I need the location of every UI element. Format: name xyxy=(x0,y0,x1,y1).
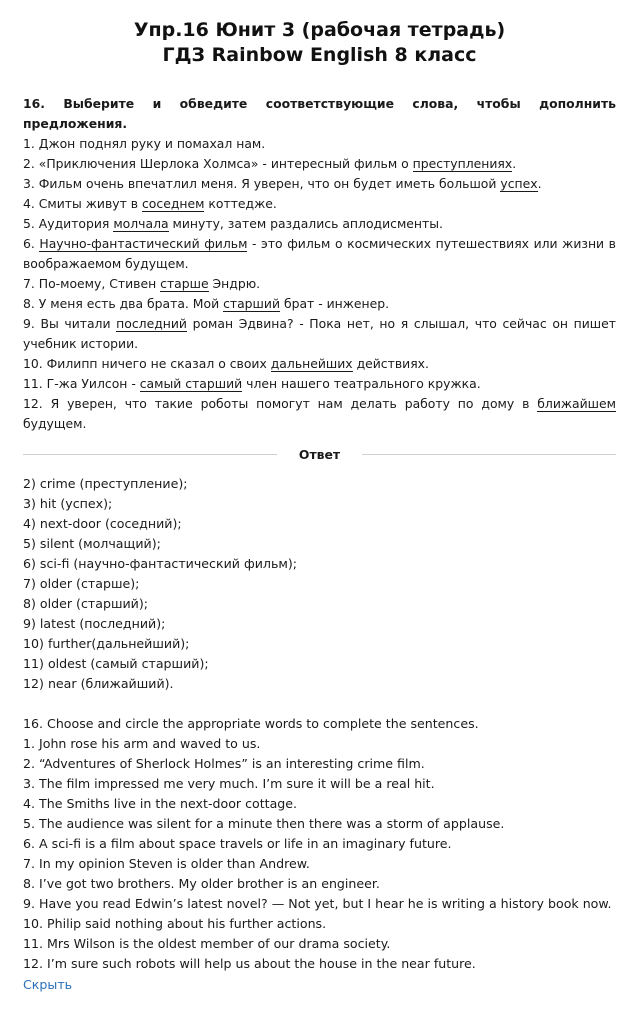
answer-item: 6) sci-fi (научно-фантастический фильм); xyxy=(23,556,298,571)
english-line: 9. Have you read Edwin’s latest novel? — Not yet, but I hear he is writing a history book now. xyxy=(23,896,612,911)
underlined-word: дальнейших xyxy=(270,356,353,371)
answer-item: 2) crime (преступление); xyxy=(23,476,188,491)
task-sentence xyxy=(23,294,616,314)
underlined-word: Научно-фантастический фильм xyxy=(39,236,248,251)
answer-item: 9) latest (последний); xyxy=(23,616,166,631)
english-line: 1. John rose his arm and waved to us. xyxy=(23,736,261,751)
sentence-text: 10. Филипп ничего не сказал о своих xyxy=(23,356,271,371)
answer-item: 5) silent (молчащий); xyxy=(23,536,161,551)
sentence-text: 3. Фильм очень впечатлил меня. Я уверен, что он будет иметь большой xyxy=(23,176,501,191)
answer-item: 8) older (старший); xyxy=(23,596,148,611)
task-heading: 16. Выберите и обведите соответствующие слова, чтобы дополнить предложения. xyxy=(23,96,616,131)
sentence-text: брат - инженер. xyxy=(280,296,390,311)
answer-item: 11) oldest (самый старший); xyxy=(23,656,209,671)
sentence-text: 11. Г-жа Уилсон - xyxy=(23,376,140,391)
english-line: 4. The Smiths live in the next-door cottage. xyxy=(23,796,298,811)
task-sentence xyxy=(23,154,616,174)
task-sentence xyxy=(23,274,616,294)
title-line-2: ГДЗ Rainbow English 8 класс xyxy=(162,44,477,66)
task-block xyxy=(23,94,616,434)
sentence-text: 4. Смиты живут в xyxy=(23,196,142,211)
sentence-text: . xyxy=(537,176,542,191)
answer-item: 10) further(дальнейший); xyxy=(23,636,190,651)
sentence-text: Эндрю. xyxy=(208,276,261,291)
task-sentence xyxy=(23,394,616,434)
task-sentence xyxy=(23,314,616,354)
answer-item: 12) near (ближайший). xyxy=(23,676,174,691)
title-line-1: Упр.16 Юнит 3 (рабочая тетрадь) xyxy=(133,19,506,41)
underlined-word: успех xyxy=(500,176,538,191)
underlined-word: самый старший xyxy=(139,376,243,391)
underlined-word: молчала xyxy=(113,216,169,231)
sentence-text: 12. Я уверен, что такие роботы помогут нам делать работу по дому в xyxy=(23,396,538,411)
hide-link[interactable]: Скрыть xyxy=(23,977,73,992)
answer-item: 4) next-door (соседний); xyxy=(23,516,182,531)
task-sentence xyxy=(23,354,616,374)
english-line: 5. The audience was silent for a minute then there was a storm of applause. xyxy=(23,816,505,831)
underlined-word: преступлениях xyxy=(412,156,513,171)
sentence-text: - это фильм о космических путешествиях или жизни в воображаемом будущем. xyxy=(23,236,616,271)
english-line: 11. Mrs Wilson is the oldest member of our drama society. xyxy=(23,936,391,951)
sentence-text: член нашего театрального кружка. xyxy=(242,376,481,391)
task-sentence xyxy=(23,214,616,234)
underlined-word: старший xyxy=(223,296,280,311)
task-sentence xyxy=(23,134,616,154)
sentence-text: будущем. xyxy=(23,416,87,431)
task-sentence xyxy=(23,374,616,394)
answer-label: Ответ xyxy=(277,447,362,462)
sentence-text: 1. Джон поднял руку и помахал нам. xyxy=(23,136,266,151)
answer-item: 3) hit (успех); xyxy=(23,496,113,511)
sentence-text: коттедже. xyxy=(204,196,277,211)
sentence-text: 8. У меня есть два брата. Мой xyxy=(23,296,224,311)
task-sentence xyxy=(23,234,616,274)
sentence-text: роман Эдвина? - Пока нет, но я слышал, что сейчас он пишет учебник истории. xyxy=(23,316,616,351)
english-line: 16. Choose and circle the appropriate words to complete the sentences. xyxy=(23,716,479,731)
task-sentence xyxy=(23,174,616,194)
sentence-text: 7. По-моему, Стивен xyxy=(23,276,161,291)
english-line: 2. “Adventures of Sherlock Holmes” is an interesting crime film. xyxy=(23,756,425,771)
sentence-text: 6. xyxy=(23,236,40,251)
page-title xyxy=(23,0,616,68)
sentence-text: 5. Аудитория xyxy=(23,216,114,231)
underlined-word: последний xyxy=(116,316,187,331)
english-translation xyxy=(23,714,616,974)
english-line: 10. Philip said nothing about his further actions. xyxy=(23,916,327,931)
sentence-text: минуту, затем раздались аплодисменты. xyxy=(168,216,443,231)
underlined-word: ближайшем xyxy=(537,396,616,411)
task-sentences xyxy=(23,134,616,434)
answer-list xyxy=(23,474,616,694)
english-line: 6. A sci-fi is a film about space travels or life in an imaginary future. xyxy=(23,836,452,851)
english-line: 3. The film impressed me very much. I’m sure it will be a real hit. xyxy=(23,776,435,791)
underlined-word: старше xyxy=(160,276,209,291)
answer-divider xyxy=(23,444,616,464)
task-sentence xyxy=(23,194,616,214)
sentence-text: 9. Вы читали xyxy=(23,316,117,331)
sentence-text: действиях. xyxy=(352,356,429,371)
underlined-word: соседнем xyxy=(142,196,205,211)
english-line: 12. I’m sure such robots will help us about the house in the near future. xyxy=(23,956,476,971)
english-line: 8. I’ve got two brothers. My older brother is an engineer. xyxy=(23,876,380,891)
sentence-text: . xyxy=(512,156,517,171)
english-line: 7. In my opinion Steven is older than Andrew. xyxy=(23,856,310,871)
sentence-text: 2. «Приключения Шерлока Холмса» - интересный фильм о xyxy=(23,156,413,171)
answer-item: 7) older (старше); xyxy=(23,576,140,591)
